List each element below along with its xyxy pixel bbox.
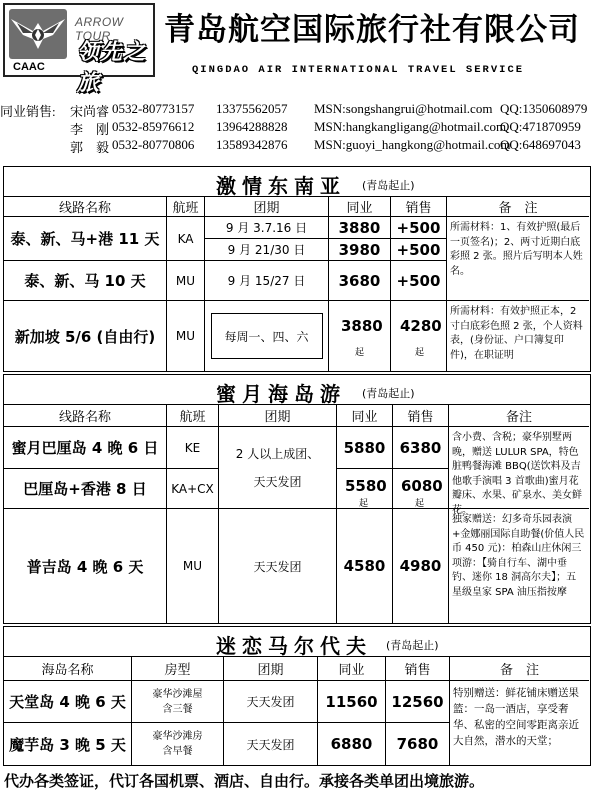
departure-dates: 9 月 21/30 日 xyxy=(205,239,329,261)
section-subtitle: (青岛起止) xyxy=(362,387,415,400)
contact-phone: 0532-85976612 xyxy=(112,119,195,134)
contact-msn: MSN:hangkangligang@hotmail.com xyxy=(314,119,507,134)
flight-code: KA+CX xyxy=(167,469,219,509)
contact-name: 郭 毅 xyxy=(70,140,110,155)
sales-label: 同业销售: xyxy=(0,104,56,119)
from-label: 起 xyxy=(415,499,425,509)
col-header-dates: 团期 xyxy=(224,657,318,681)
honeymoon-section xyxy=(3,374,591,624)
trade-price: 5580 xyxy=(345,477,387,495)
sale-price: 6380 xyxy=(393,427,449,469)
contact-name: 李 刚 xyxy=(70,122,110,137)
dates-box: 每周一、四、六 xyxy=(211,313,323,359)
sale-price: 4280 xyxy=(400,317,442,335)
sale-price: 7680 xyxy=(386,723,450,765)
sale-price-cell xyxy=(393,469,449,509)
notes-requirements: 所需材料：有效护照正本，2 寸白底彩色照 2 张，个人资料表，(身份证、户口簿复印件)，在职证明 xyxy=(450,306,583,361)
col-header-sale-price: 销售 xyxy=(393,405,449,427)
maldives-section xyxy=(3,626,591,766)
trade-price: 3880 xyxy=(329,217,391,239)
meal-plan: 含早餐 xyxy=(162,746,193,757)
departure-dates: 9 月 3.7.16 日 xyxy=(205,217,329,239)
trade-price: 6880 xyxy=(318,723,386,765)
flight-code: MU xyxy=(167,509,219,623)
notes-requirements: 所需材料：1、有效护照(最后一页签名)；2、两寸近期白底彩照 2 张。照片后写明本人姓名。 xyxy=(447,217,589,301)
logo-arrow-tour-text: ARROW TOUR xyxy=(75,15,124,43)
col-header-notes: 备 注 xyxy=(447,197,589,217)
col-header-dates: 团期 xyxy=(219,405,337,427)
col-header-route: 线路名称 xyxy=(4,405,167,427)
services-footer: 代办各类签证，代订各国机票、酒店、自由行。承接各类单团出境旅游。 xyxy=(4,772,485,790)
col-header-trade-price: 同业 xyxy=(329,197,391,217)
sale-price: 6080 xyxy=(401,477,443,495)
contact-mobile: 13964288828 xyxy=(216,119,288,134)
col-header-route: 线路名称 xyxy=(4,197,167,217)
room-type xyxy=(132,723,224,765)
route-name: 蜜月巴厘岛 4 晚 6 日 xyxy=(4,427,167,469)
route-name: 泰、新、马 10 天 xyxy=(4,261,167,301)
from-label: 起 xyxy=(359,499,369,509)
notes-gifts: 独家赠送：幻多奇乐园表演+金娜丽国际自助餐(价值人民币 450 元)：柏森山庄休闲三项游：【骑自行车、湖中垂钓、迷你 18 洞高尔夫】；五星级皇家 SPA 油压指按摩 xyxy=(452,514,585,598)
contact-phone: 0532-80773157 xyxy=(112,101,195,116)
section-subtitle: (青岛起止) xyxy=(362,179,415,192)
meal-plan: 含三餐 xyxy=(162,703,193,715)
sale-price: 4980 xyxy=(393,509,449,623)
col-header-room: 房型 xyxy=(132,657,224,681)
room-type-name: 豪华沙滩屋 xyxy=(152,688,203,700)
flight-code: MU xyxy=(167,261,205,301)
contact-msn: MSN:songshangrui@hotmail.com xyxy=(314,101,493,116)
sale-price-cell xyxy=(391,301,447,371)
contact-qq: QQ:1350608979 xyxy=(500,101,588,116)
departure-dates: 天天发团 xyxy=(224,681,318,723)
notes-inclusions: 含小费、含税；豪华别墅两晚，赠送 LULUR SPA，特色脏鸭餐海滩 BBQ(送饮料及吉他歌手演唱 3 首歌曲)蜜月花瓣床、水果、矿泉水、美女鲜花。 xyxy=(449,427,589,509)
trade-price: 4580 xyxy=(337,509,393,623)
trade-price-cell xyxy=(337,469,393,509)
col-header-flight: 航班 xyxy=(167,197,205,217)
contact-phone: 0532-80770806 xyxy=(112,137,195,152)
southeast-asia-section xyxy=(3,166,591,372)
route-name: 巴厘岛+香港 8 日 xyxy=(4,469,167,509)
flight-code: KE xyxy=(167,427,219,469)
col-header-dates: 团期 xyxy=(205,197,329,217)
section-title-bar xyxy=(4,375,590,405)
trade-price: 11560 xyxy=(318,681,386,723)
from-label: 起 xyxy=(355,348,365,358)
logo-caac-text: CAAC xyxy=(13,61,45,73)
route-name: 新加坡 5/6 (自由行) xyxy=(4,301,167,371)
flight-code: MU xyxy=(167,301,205,371)
col-header-island: 海岛名称 xyxy=(4,657,132,681)
room-type xyxy=(132,681,224,723)
contact-qq: QQ:471870959 xyxy=(500,119,581,134)
departure-dates: 9 月 15/27 日 xyxy=(205,261,329,301)
group-size-text: 2 人以上成团、 xyxy=(235,446,320,461)
departure-dates xyxy=(205,301,329,371)
trade-price: 3880 xyxy=(341,317,383,335)
flight-code: KA xyxy=(167,217,205,261)
section-subtitle: (青岛起止) xyxy=(386,639,439,652)
company-name: 青岛航空国际旅行社有限公司 xyxy=(164,12,580,48)
trade-price: 3680 xyxy=(329,261,391,301)
route-name: 泰、新、马+港 11 天 xyxy=(4,217,167,261)
col-header-sale-price: 销售 xyxy=(391,197,447,217)
route-name: 普吉岛 4 晚 6 天 xyxy=(4,509,167,623)
section-title-bar xyxy=(4,627,590,657)
departure-dates xyxy=(219,427,337,509)
section-title: 蜜月海岛游 xyxy=(216,382,346,406)
logo-slogan: 领先之旅 xyxy=(77,40,147,96)
company-logo xyxy=(3,3,155,96)
island-name: 魔芋岛 3 晚 5 天 xyxy=(4,723,132,765)
section-title: 激情东南亚 xyxy=(216,174,346,198)
col-header-notes: 备 注 xyxy=(450,657,589,681)
departure-dates: 天天发团 xyxy=(219,509,337,623)
company-name-english: QINGDAO AIR INTERNATIONAL TRAVEL SERVICE xyxy=(192,64,525,76)
section-title-bar xyxy=(4,167,590,197)
trade-price: 5880 xyxy=(337,427,393,469)
contact-mobile: 13589342876 xyxy=(216,137,288,152)
contact-qq: QQ:648697043 xyxy=(500,137,581,152)
sale-price: +500 xyxy=(391,239,447,261)
col-header-trade-price: 同业 xyxy=(318,657,386,681)
sale-price: +500 xyxy=(391,217,447,239)
col-header-sale-price: 销售 xyxy=(386,657,450,681)
island-name: 天堂岛 4 晚 6 天 xyxy=(4,681,132,723)
notes-gifts: 特别赠送：鲜花铺床赠送果篮：一岛一酒店，享受奢华、私密的空间零距离亲近大自然，潜水的天堂； xyxy=(453,687,579,747)
contact-mobile: 13375562057 xyxy=(216,101,288,116)
contact-name: 宋尚睿 xyxy=(70,104,110,119)
trade-price-cell xyxy=(329,301,391,371)
departure-dates: 天天发团 xyxy=(224,723,318,765)
wings-emblem-icon xyxy=(9,9,67,59)
sale-price: +500 xyxy=(391,261,447,301)
daily-departure-text: 天天发团 xyxy=(253,474,302,489)
sale-price: 12560 xyxy=(386,681,450,723)
room-type-name: 豪华沙滩房 xyxy=(152,731,203,742)
col-header-notes: 备注 xyxy=(449,405,589,427)
col-header-trade-price: 同业 xyxy=(337,405,393,427)
trade-price: 3980 xyxy=(329,239,391,261)
section-title: 迷恋马尔代夫 xyxy=(216,634,372,658)
col-header-flight: 航班 xyxy=(167,405,219,427)
from-label: 起 xyxy=(415,348,425,358)
contact-msn: MSN:guoyi_hangkong@hotmail.com xyxy=(314,137,511,152)
